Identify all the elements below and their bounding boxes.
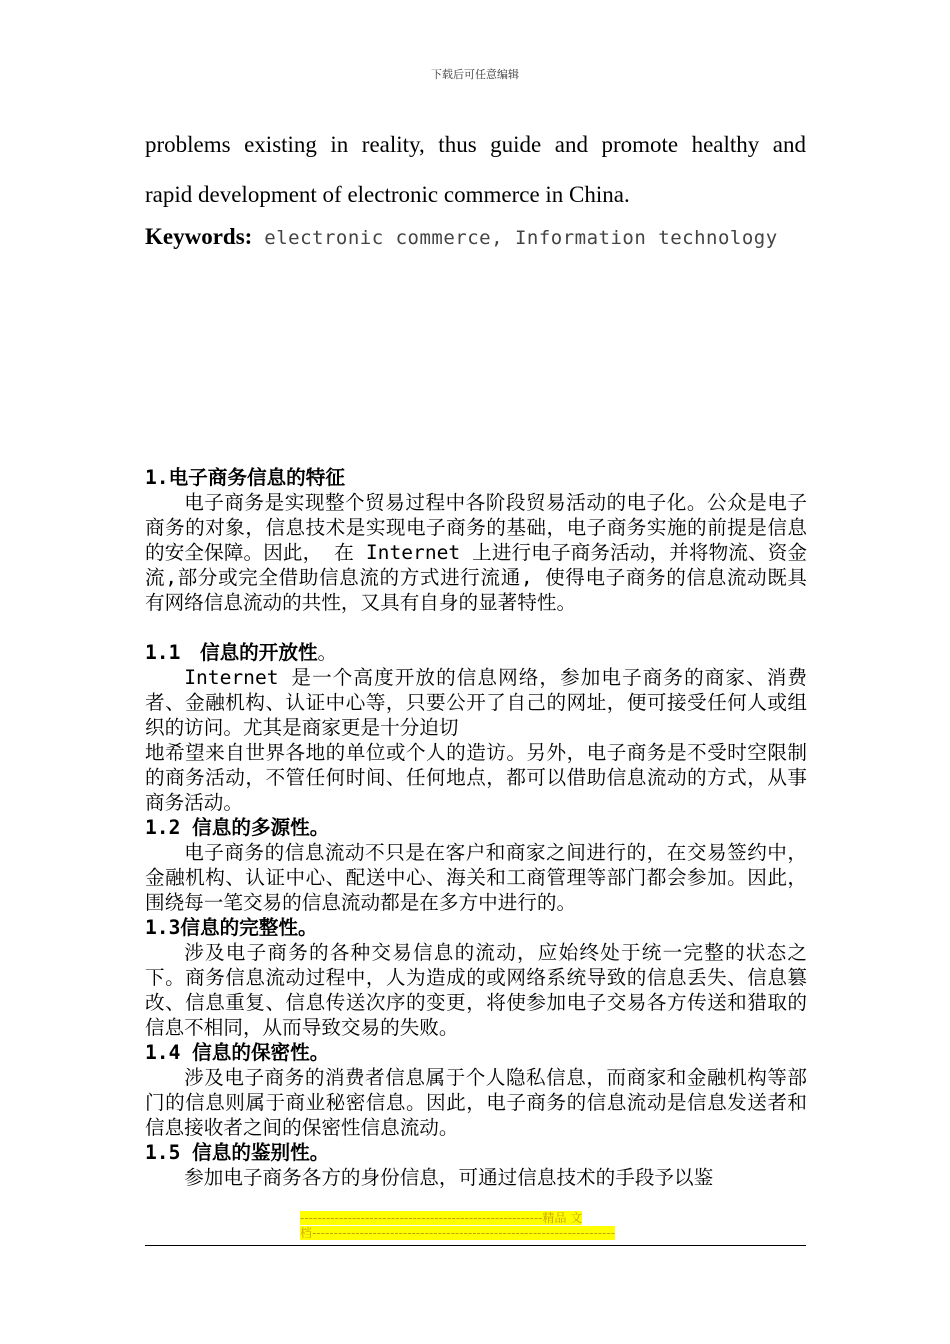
section-paragraph-1-4: 涉及电子商务的消费者信息属于个人隐私信息，而商家和金融机构等部门的信息则属于商业秘密信息。因此，电子商务的信息流动是信息发送者和信息接收者之间的保密性信息流动。 — [145, 1066, 807, 1139]
section-paragraph-1-2: 电子商务的信息流动不只是在客户和商家之间进行的，在交易签约中，金融机构、认证中心、配送中心、海关和工商管理等部门都会参加。因此，围绕每一笔交易的信息流动都是在多方中进行的。 — [145, 841, 807, 914]
footer-watermark-line-1 — [300, 1211, 650, 1226]
keywords-line — [145, 224, 778, 250]
abstract-line-1: problems existing in reality, thus guide and promote healthy and — [145, 132, 806, 157]
footer-watermark — [300, 1211, 650, 1241]
section-heading-1-1 — [145, 640, 807, 665]
section-heading-1-5: 1.5 信息的鉴别性。 — [145, 1141, 330, 1164]
page-header: 下载后可任意编辑 — [431, 68, 519, 81]
section-paragraph-1-3: 涉及电子商务的各种交易信息的流动，应始终处于统一完整的状态之下。商务信息流动过程中，人为造成的或网络系统导致的信息丢失、信息篡改、信息重复、信息传送次序的变更，将使参加电子交易各方传送和猎取的信息不相同，从而导致交易的失败。 — [145, 941, 807, 1039]
section-heading-1-2: 1.2 信息的多源性。 — [145, 816, 330, 839]
section-heading-1-4: 1.4 信息的保密性。 — [145, 1041, 330, 1064]
footer-watermark-line-2-text: 档---------------------------------------------------------------------- — [300, 1226, 616, 1240]
footer-watermark-line-2 — [300, 1226, 650, 1241]
section-paragraph-1-1b: 地希望来自世界各地的单位或个人的造访。另外，电子商务是不受时空限制的商务活动，不管任何时间、任何地点，都可以借助信息流动的方式，从事商务活动。 — [145, 741, 807, 814]
section-spacer — [145, 615, 807, 640]
chinese-body — [145, 465, 807, 1190]
section-heading-1-1-text: 1.1 信息的开放性 — [145, 641, 318, 664]
keywords-text: electronic commerce, Information technology — [252, 227, 778, 249]
footer-rule — [145, 1245, 806, 1246]
section-paragraph-1-1a: Internet 是一个高度开放的信息网络，参加电子商务的商家、消费者、金融机构、认证中心等，只要公开了自己的网址，便可接受任何人或组织的访问。尤其是商家更是十分迫切 — [145, 666, 807, 739]
section-paragraph-1-5: 参加电子商务各方的身份信息，可通过信息技术的手段予以鉴 — [184, 1166, 714, 1189]
section-heading-1-1-suffix: 。 — [317, 641, 338, 664]
keywords-label: Keywords: — [145, 224, 253, 249]
abstract-text — [145, 120, 806, 220]
footer-watermark-line-1-text: --------------------------------------------------------精品 文 — [300, 1211, 583, 1225]
abstract-line-2: rapid development of electronic commerce in China. — [145, 182, 630, 207]
section-paragraph-1: 电子商务是实现整个贸易过程中各阶段贸易活动的电子化。公众是电子商务的对象，信息技术是实现电子商务的基础，电子商务实施的前提是信息的安全保障。因此， 在 Internet 上进行电子商务活动，并将物流、资金流,部分或完全借助信息流的方式进行流通, 使得电子商务的信息流动既具有网络信息流动的共性，又具有自身的显著特性。 — [145, 491, 807, 614]
section-heading-1-3: 1.3信息的完整性。 — [145, 916, 318, 939]
section-heading-1: 1.电子商务信息的特征 — [145, 466, 345, 489]
